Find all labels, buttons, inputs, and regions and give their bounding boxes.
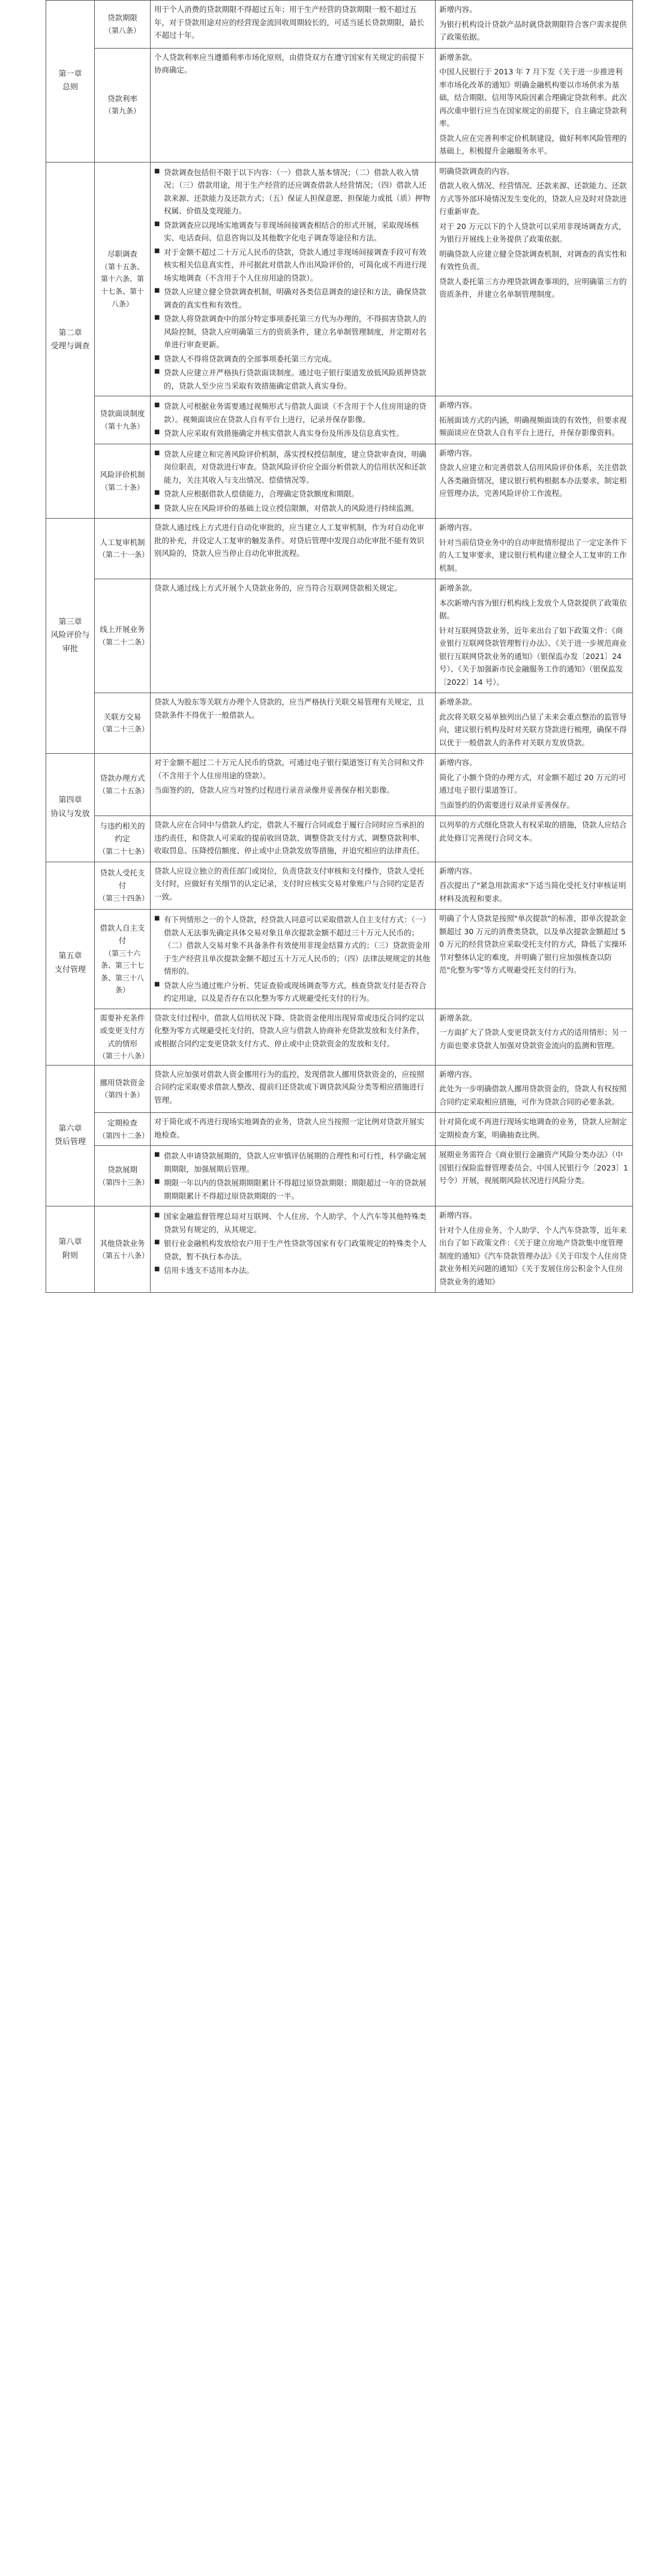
chapter-cell	[46, 162, 95, 519]
interpretation-cell	[436, 693, 633, 754]
chapter-cell	[46, 1, 95, 162]
interpretation-paragraph: 新增内容。	[439, 1069, 477, 1079]
provision-content-cell	[151, 1113, 436, 1146]
bullet-paragraph: ■ 贷款人应在风险评价的基础上设立授信限额，对借款人的风险进行持续监测。	[154, 502, 431, 515]
item-title: 贷款利率	[107, 94, 137, 103]
document-page	[46, 0, 628, 1293]
chapter-title: 受理与调查	[50, 342, 90, 351]
interpretation-paragraph: 明确贷款人应建立健全贷款调查机制，对调查的真实性和有效性负责。	[439, 249, 627, 271]
interpretation-paragraph: 新增内容。	[439, 758, 477, 767]
interpretation-cell	[436, 754, 633, 816]
bullet-paragraph: ■ 信用卡透支不适用本办法。	[154, 1264, 431, 1277]
item-title: 尽职调查	[107, 249, 137, 259]
article-reference: （第二十二条）	[98, 637, 149, 646]
item-cell	[95, 693, 151, 754]
item-cell	[95, 162, 151, 396]
interpretation-paragraph: 拓展面谈方式的内涵，明确视频面谈的有效性，但要求视频面谈应在贷款人自有平台上进行，并保存影像资料。	[439, 415, 627, 437]
table-row	[46, 396, 633, 444]
provision-content-cell	[151, 396, 436, 444]
interpretation-cell	[436, 1113, 633, 1146]
bullet-paragraph: ■ 贷款人可根据业务需要通过视频形式与借款人面谈（不含用于个人住房用途的贷款）。视频面谈应在贷款人自有平台上进行，记录并保存影像。	[154, 400, 431, 426]
content-paragraph: 贷款人应设立独立的责任部门或岗位，负责贷款支付审核和支付操作，贷款人受托支付时，应做好有关细节的认定记录，支付时应核实交易对象账户与合同约定是否一致。	[154, 866, 425, 901]
provision-content-cell	[151, 693, 436, 754]
article-reference: （第二十五条）	[98, 786, 149, 795]
interpretation-cell	[436, 1146, 633, 1206]
bullet-paragraph: ■ 贷款人应当通过账户分析、凭证查验或现场调查等方式，核查贷款支付是否符合约定用途，以及是否存在以化整为零方式规避受托支付的行为。	[154, 979, 431, 1005]
content-paragraph: 贷款支付过程中，借款人信用状况下降、贷款资金使用出现异常或违反合同约定以化整为零方式规避受托支付的，贷款人应与借款人协商补充贷款发放和支付条件，或根据合同约定变更贷款支付方式、停止或中止贷款资金的发放和支付。	[154, 1013, 425, 1048]
interpretation-paragraph: 新增条款。	[439, 1013, 477, 1022]
bullet-paragraph: ■ 贷款人应建立并严格执行贷款面谈制度。通过电子银行渠道发放低风险质押贷款的，贷款人至少应当采取有效措施确定借款人真实身份。	[154, 366, 431, 392]
chapter-title: 附则	[62, 1251, 78, 1260]
article-reference: （第二十一条）	[98, 550, 149, 559]
bullet-paragraph: ■ 贷款调查应以现场实地调查与非现场间接调查相结合的形式开展，采取现场核实、电话查问、信息咨询以及其他数字化电子调查等途径和方法。	[154, 219, 431, 245]
provision-content-cell	[151, 1, 436, 49]
article-reference: （第十九条）	[100, 422, 144, 431]
interpretation-cell	[436, 1065, 633, 1113]
article-reference: （第三十八条）	[98, 1052, 149, 1060]
table-row	[46, 754, 633, 816]
interpretation-cell	[436, 1, 633, 49]
interpretation-cell	[436, 48, 633, 162]
table-row	[46, 816, 633, 862]
bullet-paragraph: ■ 期限一年以内的贷款展期期限累计不得超过原贷款期限；期限超过一年的贷款展期期限累计不得超过原贷款期限的一半。	[154, 1176, 431, 1202]
item-cell	[95, 1009, 151, 1065]
chapter-title: 支付管理	[54, 965, 86, 974]
interpretation-paragraph: 新增条款。	[439, 52, 477, 62]
interpretation-cell	[436, 579, 633, 693]
article-reference: （第五十八条）	[98, 1251, 149, 1260]
article-reference: （第八条）	[104, 26, 140, 35]
interpretation-paragraph: 对于 20 万元以下的个人贷款可以采用非现场调查方式，为银行开展线上业务提供了政策依据。	[439, 221, 626, 243]
item-cell	[95, 1113, 151, 1146]
table-row	[46, 1146, 633, 1206]
provision-content-cell	[151, 579, 436, 693]
chapter-cell	[46, 519, 95, 754]
interpretation-paragraph: 中国人民银行于 2013 年 7 月下发《关于进一步推进利率市场化改革的通知》明确金融机构要以市场供求为基础，结合期限、信用等风险因素合理确定贷款利率。此次再次重申银行应当在国家规定的前提下，自主确定贷款利率。	[439, 67, 627, 128]
regulation-comparison-table	[46, 0, 633, 1293]
interpretation-paragraph: 借款人收入情况、经营情况、还款来源、还款能力、还款方式等外部环境情况发生变化的，贷款人应及时对贷款进行重新审查。	[439, 181, 627, 216]
article-reference: （第二十三条）	[98, 725, 149, 734]
item-title: 需要补充条件或变更支付方式的情形	[100, 1013, 145, 1048]
provision-content-cell	[151, 162, 436, 396]
chapter-title: 第二章	[58, 328, 82, 338]
provision-content-cell	[151, 910, 436, 1009]
item-cell	[95, 519, 151, 579]
table-row	[46, 444, 633, 519]
article-reference: （第九条）	[104, 107, 140, 116]
content-paragraph: 当面签约的，贷款人应当对签约过程进行录音录像并妥善保存相关影像。	[154, 786, 395, 795]
table-row	[46, 1, 633, 49]
interpretation-cell	[436, 816, 633, 862]
bullet-paragraph: ■ 国家金融监督管理总局对互联网、个人住房、个人助学、个人汽车等其他特殊类贷款另有规定的，从其规定。	[154, 1210, 431, 1236]
content-paragraph: 贷款人应加强对借款人资金挪用行为的监控，发现借款人挪用贷款资金的，应按照合同约定采取要求借款人整改、提前归还贷款或下调贷款风险分类等相应措施进行管理。	[154, 1069, 425, 1105]
item-cell	[95, 1065, 151, 1113]
content-paragraph: 贷款人通过线上方式开展个人贷款业务的，应当符合互联网贷款相关规定。	[154, 583, 402, 592]
interpretation-paragraph: 展期业务需符合《商业银行金融资产风险分类办法》（中国银行保险监督管理委员会、中国人民银行令〔2023〕1 号令）开展，视展期风险状况进行风险分类。	[439, 1150, 628, 1185]
interpretation-cell	[436, 396, 633, 444]
interpretation-paragraph: 首次提出了"紧急用款需求"下适当简化受托支付审核证明材料及流程和要求。	[439, 881, 626, 903]
interpretation-paragraph: 针对个人住房业务、个人助学、个人汽车贷款等，近年来出台了如下政策文件：《关于建立房地产贷款集中度管理制度的通知》《汽车贷款管理办法》《关于印发个人住房贷款业务相关问题的通知》《关于发展住房公积金个人住房贷款业务的通知》	[439, 1225, 627, 1286]
item-title: 人工复审机制	[100, 537, 145, 547]
bullet-paragraph: ■ 贷款人应采取有效措施确定并核实借款人真实身份及所涉及信息真实性。	[154, 427, 431, 440]
interpretation-paragraph: 本次新增内容为银行机构线上发放个人贷款提供了政策依据。	[439, 598, 627, 620]
interpretation-paragraph: 新增条款。	[439, 583, 477, 592]
item-title: 贷款期限	[107, 13, 137, 23]
table-row	[46, 1009, 633, 1065]
interpretation-cell	[436, 162, 633, 396]
item-cell	[95, 754, 151, 816]
item-cell	[95, 444, 151, 519]
content-paragraph: 对于金额不超过二十万元人民币的贷款，可通过电子银行渠道签订有关合同和文件（不含用于个人住房用途的贷款）。	[154, 758, 425, 780]
interpretation-paragraph: 新增内容。	[439, 448, 477, 458]
bullet-paragraph: ■ 银行业金融机构发放给农户用于生产性贷款等国家有专门政策规定的特殊类个人贷款，暂不执行本办法。	[154, 1237, 431, 1263]
chapter-title: 第八章	[58, 1238, 82, 1247]
table-row	[46, 693, 633, 754]
table-row	[46, 579, 633, 693]
item-cell	[95, 862, 151, 910]
interpretation-cell	[436, 910, 633, 1009]
item-cell	[95, 1, 151, 49]
item-title: 挪用贷款资金	[100, 1078, 145, 1087]
content-paragraph: 对于简化或不再进行现场实地调查的业务，贷款人应当按照一定比例对贷款开展实地检查。	[154, 1117, 425, 1139]
interpretation-paragraph: 新增内容。	[439, 523, 477, 532]
item-cell	[95, 816, 151, 862]
item-cell	[95, 579, 151, 693]
item-title: 贷款展期	[107, 1165, 137, 1175]
bullet-paragraph: ■ 贷款人应根据借款人偿债能力，合理确定贷款额度和期限。	[154, 487, 431, 501]
table-row	[46, 1113, 633, 1146]
chapter-title: 风险评价与审批	[50, 631, 90, 654]
table-row	[46, 1065, 633, 1113]
interpretation-paragraph: 新增条款。	[439, 697, 477, 706]
interpretation-paragraph: 针对简化或不再进行现场实地调查的业务，贷款人应制定定期检查方案，明确抽查比例。	[439, 1117, 627, 1139]
chapter-cell	[46, 1065, 95, 1206]
article-reference: （第四十条）	[100, 1091, 144, 1100]
table-body	[46, 1, 633, 1293]
interpretation-paragraph: 此处为一步明确借款人挪用贷款资金的，贷款人有权按照合同约定采取相应措施，可作为贷款合同的必要条款。	[439, 1084, 627, 1106]
item-title: 借款人自主支付	[100, 923, 145, 945]
interpretation-paragraph: 简化了小额个贷的办理方式，对金额不超过 20 万元的可通过电子银行渠道签订。	[439, 772, 626, 795]
item-title: 与违约相关的约定	[100, 821, 145, 844]
bullet-paragraph: ■ 对于金额不超过二十万元人民币的贷款，贷款人通过非现场间接调查手段可有效核实相关信息真实性，并可据此对借款人作出风险评价的，可简化或不再进行现场实地调查（不含用于个人住房用途的贷款）。	[154, 246, 431, 285]
interpretation-paragraph: 明确了个人贷款是按照"单次提款"的标准，即单次提款金额超过 30 万元的消费类贷款，以及单次提款金额超过 50 万元的经营贷款应采取受托支付的方式，降低了实操环节对整体认定的难度，并明确了银行应加强核查以防范"化整为零"等方式规避受托支付的行为。	[439, 914, 626, 974]
item-cell	[95, 910, 151, 1009]
provision-content-cell	[151, 444, 436, 519]
table-row	[46, 519, 633, 579]
article-reference: （第四十三条）	[98, 1178, 149, 1187]
provision-content-cell	[151, 1009, 436, 1065]
bullet-paragraph: ■ 贷款人不得将贷款调查的全部事项委托第三方完成。	[154, 353, 431, 366]
provision-content-cell	[151, 519, 436, 579]
item-title: 定期检查	[107, 1118, 137, 1128]
interpretation-paragraph: 一方面扩大了贷款人变更贷款支付方式的适用情形；另一方面也要求贷款人加强对贷款资金流向的监测和管理。	[439, 1028, 627, 1050]
interpretation-paragraph: 针对当前信贷业务中的自动审批情形提出了一定定条件下的人工复审要求，建议银行机构建立健全人工复审的工作机制。	[439, 537, 627, 573]
article-reference: （第二十条）	[100, 483, 144, 492]
article-reference: （第三十六条、第三十七条、第三十八条）	[100, 949, 144, 995]
chapter-cell	[46, 862, 95, 1065]
chapter-title: 第三章	[58, 617, 82, 627]
item-title: 线上开展业务	[100, 625, 145, 634]
chapter-title: 第四章	[58, 796, 82, 805]
article-reference: （第三十四条）	[98, 893, 149, 902]
interpretation-paragraph: 当面签约的仍需要进行双录并妥善保存。	[439, 800, 575, 809]
chapter-title: 第六章	[58, 1124, 82, 1133]
content-paragraph: 贷款人为股东等关联方办理个人贷款的，应当严格执行关联交易管理有关规定，且贷款条件不得优于一般借款人。	[154, 697, 425, 720]
bullet-paragraph: ■ 贷款人应建立和完善风险评价机制，落实授权授信制度，建立贷款审查岗，明确岗位职责，对贷款进行审查。贷款风险评价应全面分析借款人的信用状况和还款能力，关注其收入与支出情况、偿债情况等。	[154, 448, 431, 487]
chapter-title: 第五章	[58, 952, 82, 961]
provision-content-cell	[151, 816, 436, 862]
item-cell	[95, 1206, 151, 1293]
chapter-cell	[46, 1206, 95, 1293]
article-reference: （第二十七条）	[98, 847, 149, 856]
interpretation-cell	[436, 444, 633, 519]
chapter-cell	[46, 754, 95, 862]
article-reference: （第四十二条）	[98, 1131, 149, 1140]
item-cell	[95, 48, 151, 162]
interpretation-paragraph: 针对互联网贷款业务，近年来出台了如下政策文件：《商业银行互联网贷款管理暂行办法》、《关于进一步规范商业银行互联网贷款业务的通知》（银保监办发〔2021〕24 号）、《关于加强新市民金融服务工作的通知》（银保监发〔2022〕14 号）。	[439, 625, 627, 687]
item-cell	[95, 396, 151, 444]
table-row	[46, 910, 633, 1009]
interpretation-cell	[436, 1009, 633, 1065]
table-row	[46, 162, 633, 396]
bullet-paragraph: ■ 借款人申请贷款展期的，贷款人应审慎评估展期的合理性和可行性，科学确定展期期限，加强展期后管理。	[154, 1149, 431, 1175]
interpretation-paragraph: 新增内容。	[439, 1211, 477, 1220]
provision-content-cell	[151, 862, 436, 910]
content-paragraph: 用于个人消费的贷款期限不得超过五年；用于生产经营的贷款期限一般不超过五年，对于贷款用途对应的经营现金流回收周期较长的，可适当延长贷款期限，最长不超过十年。	[154, 5, 425, 40]
provision-content-cell	[151, 1146, 436, 1206]
interpretation-paragraph: 新增内容。	[439, 5, 477, 14]
interpretation-paragraph: 新增内容。	[439, 401, 477, 410]
provision-content-cell	[151, 48, 436, 162]
item-title: 贷款面谈制度	[100, 409, 145, 419]
interpretation-paragraph: 贷款人应建立和完善借款人信用风险评价体系，关注借款人各类融资情况，建议银行机构根据本办法要求，制定相应管理办法，完善风险评价工作流程。	[439, 463, 627, 498]
interpretation-paragraph: 贷款人委托第三方办理贷款调查事项的，应明确第三方的资质条件，并建立名单制管理制度。	[439, 276, 627, 299]
interpretation-paragraph: 贷款人应在完善利率定价机制建设，做好利率风险管理的基础上，积极提升金融服务水平。	[439, 133, 627, 155]
table-row	[46, 1206, 633, 1293]
table-row	[46, 48, 633, 162]
interpretation-paragraph: 新增内容。	[439, 866, 477, 875]
chapter-title: 协议与发放	[50, 809, 90, 818]
chapter-title: 贷后管理	[54, 1137, 86, 1146]
content-paragraph: 个人贷款利率应当遵循利率市场化原则，由借贷双方在遵守国家有关规定的前提下协商确定。	[154, 52, 425, 74]
bullet-paragraph: ■ 贷款人将贷款调查中的部分特定事项委托第三方代为办理的，不得损害贷款人的风险控制，贷款人应明确第三方的资质条件，建立名单制管理制度，并定期对名单进行审查更新。	[154, 312, 431, 351]
interpretation-cell	[436, 519, 633, 579]
provision-content-cell	[151, 1065, 436, 1113]
table-row	[46, 862, 633, 910]
interpretation-paragraph: 明确贷款调查的内容。	[439, 166, 515, 176]
provision-content-cell	[151, 754, 436, 816]
item-title: 贷款人受托支付	[100, 868, 145, 890]
bullet-paragraph: ■ 贷款调查包括但不限于以下内容：（一）借款人基本情况；（二）借款人收入情况；（三）借款用途，用于生产经营的还应调查借款人经营情况；（四）借款人还款来源、还款能力及还款方式；（五）保证人担保意愿、担保能力或抵（质）押物权属、价值及变现能力。	[154, 166, 431, 218]
interpretation-cell	[436, 862, 633, 910]
item-title: 风险评价机制	[100, 470, 145, 480]
interpretation-cell	[436, 1206, 633, 1293]
bullet-paragraph: ■ 贷款人应建立健全贷款调查机制，明确对各类信息调查的途径和方法，确保贷款调查的真实性和有效性。	[154, 285, 431, 311]
item-title: 贷款办理方式	[100, 774, 145, 783]
article-reference: （第十五条、第十六条、第十七条、第十八条）	[100, 262, 144, 308]
interpretation-paragraph: 此次将关联交易单独列出凸显了未来会重点整治的监管导向，建议银行机构及时对关联方贷款进行梳理，确保不得以优于一般借款人的条件对关联方发放贷款。	[439, 712, 627, 747]
item-title: 其他贷款业务	[100, 1238, 145, 1248]
item-cell	[95, 1146, 151, 1206]
content-paragraph: 贷款人通过线上方式进行自动化审批的，应当建立人工复审机制，作为对自动化审批的补充，并设定人工复审的触发条件。对贷后管理中发现自动化审批不能有效识别风险的，贷款人应当停止自动化审批流程。	[154, 523, 425, 558]
chapter-title: 总则	[62, 83, 78, 92]
content-paragraph: 贷款人应在合同中与借款人约定，借款人不履行合同或怠于履行合同时应当承担的违约责任，和贷款人可采取的提前收回贷款、调整贷款支付方式、调整贷款利率、收取罚息、压降授信额度、停止或中止贷款发放等措施，并追究相应的法律责任。	[154, 820, 425, 855]
interpretation-paragraph: 为银行机构设计贷款产品时就贷款期限符合客户需求提供了政策依据。	[439, 19, 627, 41]
bullet-paragraph: ■ 有下列情形之一的个人贷款，经贷款人同意可以采取借款人自主支付方式：（一）借款人无法事先确定具体交易对象且单次提款金额不超过三十万元人民币的；（二）借款人交易对象不具备条件有效使用非现金结算方式的；（三）贷款资金用于生产经营且单次提款金额不超过五十万元人民币的；（四）法律法规规定的其他情形的。	[154, 913, 431, 978]
interpretation-paragraph: 以列举的方式细化贷款人有权采取的措施，贷款人应结合此处修订完善现行合同文本。	[439, 820, 627, 842]
provision-content-cell	[151, 1206, 436, 1293]
item-title: 关联方交易	[103, 712, 142, 721]
chapter-title: 第一章	[58, 69, 82, 79]
